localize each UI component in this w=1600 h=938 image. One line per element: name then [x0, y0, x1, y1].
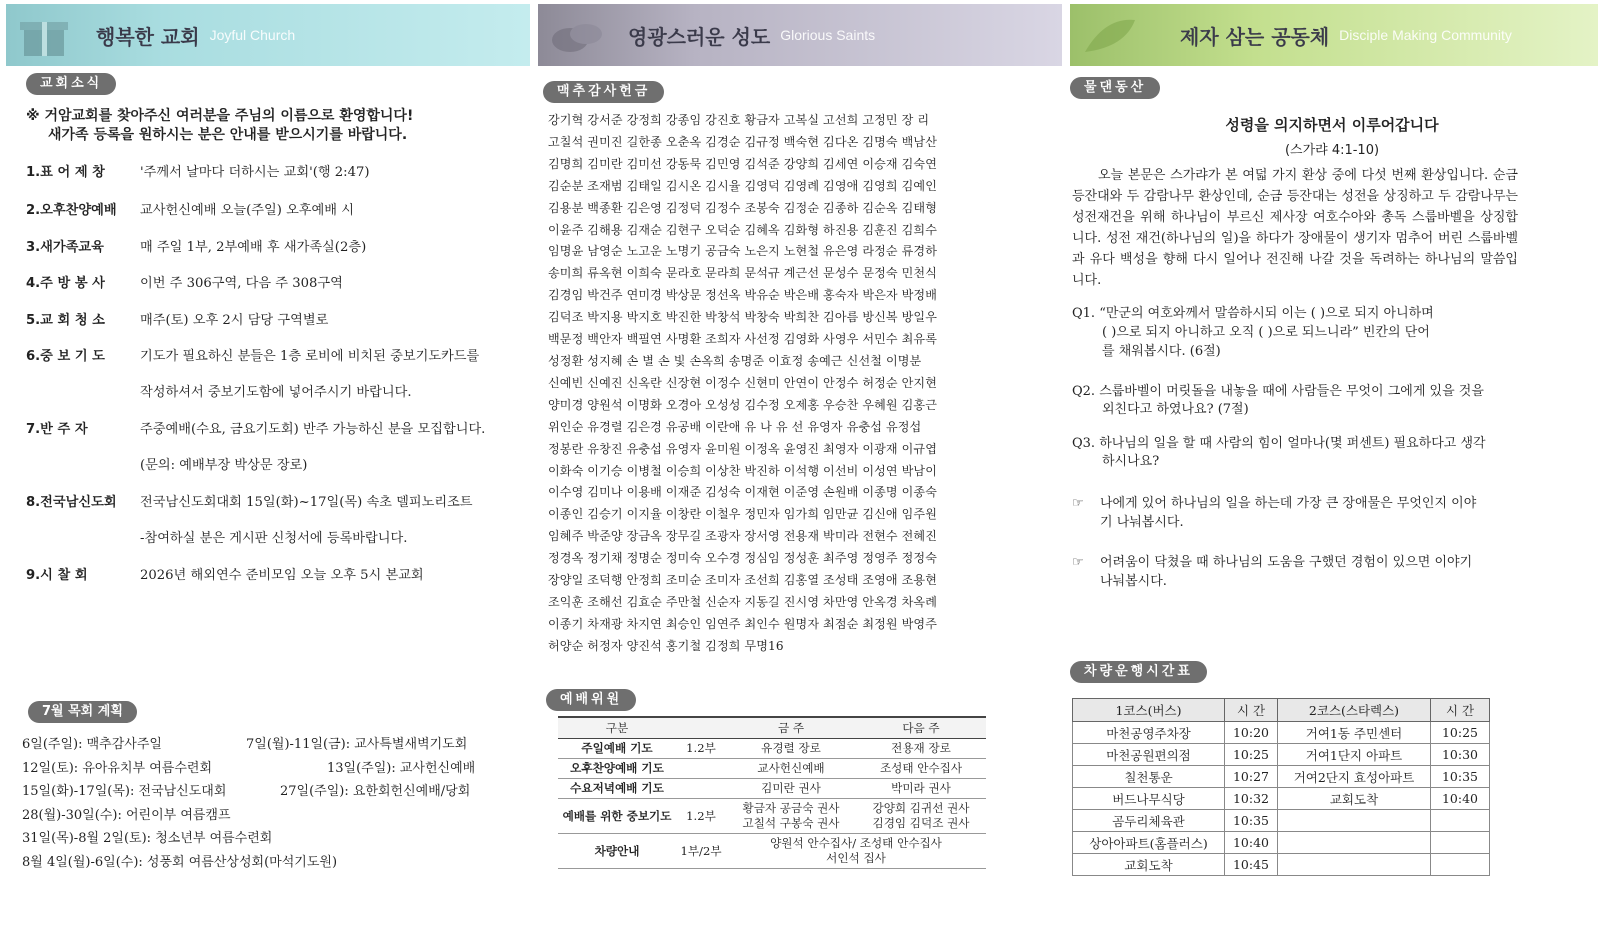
news-item-text: -참여하실 분은 게시판 신청서에 등록바랍니다. — [140, 531, 408, 546]
committee-cell: 수요저녁예배 기도 — [558, 779, 676, 799]
offering-name-row: 장양일 조덕행 안정희 조미순 조미자 조선희 김홍열 조성태 조영애 조용현 — [548, 573, 937, 588]
offering-name-row: 김경임 박건주 연미경 박상문 정선옥 박유순 박은배 홍숙자 박은자 박정배 — [548, 288, 937, 303]
offering-name-row: 송미희 류옥현 이희숙 문라호 문라희 문석규 계근선 문성수 문정숙 민천식 — [548, 266, 937, 281]
news-pill: 교회소식 — [26, 73, 116, 95]
offering-name-row: 위인순 유경렬 김은경 유공배 이란애 유 나 유 선 유영자 유충섭 유정섭 — [548, 419, 922, 434]
bus-cell — [1431, 832, 1490, 854]
bus-cell: 10:25 — [1431, 722, 1490, 744]
offering-name-row: 조익훈 조해선 김효순 주만철 신순자 지동길 진시영 차만영 안옥경 차옥례 — [548, 594, 937, 609]
gift-icon — [16, 12, 76, 58]
offering-name-row: 이종인 김승기 이지율 이창란 이철우 정민자 임가희 임만균 김신애 임주원 — [548, 507, 937, 522]
bus-cell — [1431, 854, 1490, 876]
news-item-label: 1.표 어 제 창 — [26, 165, 105, 180]
bus-row — [1073, 744, 1490, 766]
committee-cell: 오후찬양예배 기도 — [558, 759, 676, 779]
offering-pill: 맥추감사헌금 — [543, 81, 664, 103]
bus-cell: 10:20 — [1225, 722, 1278, 744]
hands-icon — [548, 12, 608, 58]
bus-cell: 10:25 — [1225, 744, 1278, 766]
news-item-text: 이번 주 306구역, 다음 주 308구역 — [140, 276, 343, 291]
bus-cell: 10:35 — [1431, 766, 1490, 788]
news-item-label: 2.오후찬양예배 — [26, 203, 117, 218]
offering-name-row: 김덕조 박지용 박지호 박진한 박창석 박창숙 박희찬 김아름 방신복 방일우 — [548, 310, 937, 325]
committee-cell: 유경렬 장로 — [726, 739, 856, 759]
plan-entry: 31일(목)-8월 2일(토): 청소년부 여름수련회 — [22, 831, 273, 846]
offering-name-row: 강기혁 강서준 강정희 강종임 강진호 황금자 고복실 고선희 고정민 장 리 — [548, 113, 930, 127]
news-item-label: 8.전국남신도회 — [26, 495, 117, 510]
pointing-hand-icon: ☞ — [1072, 496, 1084, 511]
bus-cell: 거여2단지 효성아파트 — [1278, 766, 1431, 788]
question-1-line-1: Q1. “만군의 여호와께서 말씀하시되 이는 ( )으로 되지 아니하며 — [1072, 306, 1434, 321]
question-3-line-2: 하시나요? — [1102, 454, 1160, 469]
panel-joyful-church: 행복한 교회 Joyful Church 교회소식 ※ 거암교회를 찾아주신 여러분을 주님의 이름으로 환영합니다! 새가족 등록을 원하시는 분은 안내를 받으시기를 바랍니다. 1.표 어 제 창 '주께서 날마다 더하시는 교회'(행 2:47) 2.오후찬양예배 교사헌신예배 오늘(주일) 오후예배 시 3.새가족교육 매 주일 1부, 2부예배 후 새가족실(2층) 4.주 방 봉 사 이번 주 306구역, 다음 주 308구역 5.교 회 청 소 매주(토) 오후 2시 담당 구역별로 6.중 보 기 도 기도가 필요하신 분들은 1층 로비에 비치된 중보기도카드를 작성하셔서 중보기도함에 넣어주시기 바랍니다. 7.반 주 자 주중예배(수요, 금요기도회) 반주 가능하신 분을 모집합니다. (문의: 예배부장 박상문 장로) 8.전국남신도회 전국남신도회대회 15일(화)~17일(목) 속초 델피노리조트 -참여하실 분은 게시판 신청서에 등록바랍니다. 9.시 찰 회 2026년 해외연수 준비모임 오늘 오후 5시 본교회 7월 목회 계획 6일(주일): 맥추감사주일 7일(월)-11일(금): 교사특별새벽기도회 12일(토): 유아유치부 여름수련회 13일(주일): 교사헌신예배 15일(화)-17일(목): 전국남신도대회 27일(주일): 요한회헌신예배/당회 28(월)-30일(수): 어린이부 여름캠프 31일(목)-8월 2일(토): 청소년부 여름수련회 8월 4일(월)-6일(수): 성풍회 여름산상성회(마석기도원) — [0, 0, 532, 938]
committee-cell: 박미라 권사 — [856, 779, 986, 799]
committee-cell: 조성태 안수집사 — [856, 759, 986, 779]
news-item-text: 교사헌신예배 오늘(주일) 오후예배 시 — [140, 203, 354, 218]
committee-row — [558, 834, 986, 869]
committee-cell: 양원석 안수집사/ 조성태 안수집사 서인석 집사 — [726, 834, 986, 869]
offering-name-row: 이종기 차재광 차지연 최승인 임연주 최인수 원명자 최점순 최정원 박영주 — [548, 616, 937, 631]
bus-cell: 거여1동 주민센터 — [1278, 722, 1431, 744]
bus-cell: 10:40 — [1431, 788, 1490, 810]
news-item-text: 전국남신도회대회 15일(화)~17일(목) 속초 델피노리조트 — [140, 495, 473, 510]
bus-cell: 거여1단지 아파트 — [1278, 744, 1431, 766]
welcome-line-1: ※ 거암교회를 찾아주신 여러분을 주님의 이름으로 환영합니다! — [26, 108, 414, 124]
plan-entry: 28(월)-30일(수): 어린이부 여름캠프 — [22, 808, 231, 823]
news-item-label: 6.중 보 기 도 — [26, 349, 105, 364]
committee-header: 구분 — [558, 717, 676, 739]
news-item-text: 매주(토) 오후 2시 담당 구역별로 — [140, 313, 329, 328]
offering-name-row: 정봉란 유창진 유충섭 유영자 윤미원 이정옥 윤영진 최영자 이광재 이규엽 — [548, 441, 937, 456]
bus-cell: 마천공영주차장 — [1073, 722, 1225, 744]
plan-entry: 8월 4일(월)-6일(수): 성풍회 여름산상성회(마석기도원) — [22, 855, 338, 870]
bus-row — [1073, 788, 1490, 810]
news-item-label: 3.새가족교육 — [26, 240, 104, 255]
news-item-label: 7.반 주 자 — [26, 422, 88, 437]
committee-cell — [676, 759, 726, 779]
committee-cell — [676, 779, 726, 799]
news-item-label: 4.주 방 봉 사 — [26, 276, 105, 291]
committee-cell: 강양희 김귀선 권사 김경임 김덕조 권사 — [856, 799, 986, 834]
banner-subtitle: Disciple Making Community — [1339, 27, 1512, 43]
bus-cell: 10:35 — [1225, 810, 1278, 832]
news-item-label: 9.시 찰 회 — [26, 568, 88, 583]
offering-name-row: 이화숙 이기승 이병철 이승희 이상찬 박진하 이석행 이선비 이성연 박남이 — [548, 463, 937, 478]
bus-cell: 10:32 — [1225, 788, 1278, 810]
banner-subtitle: Glorious Saints — [780, 27, 876, 43]
offering-name-row: 김명희 김미란 김미선 강동묵 김민영 김석준 강양희 김세연 이승재 김숙연 — [548, 156, 937, 171]
bus-cell — [1431, 810, 1490, 832]
bus-cell: 10:30 — [1431, 744, 1490, 766]
study-reference: (스가랴 4:1-10) — [1284, 143, 1380, 158]
news-item-text: (문의: 예배부장 박상문 장로) — [140, 458, 308, 473]
committee-cell: 차량안내 — [558, 834, 676, 869]
committee-cell: 교사헌신예배 — [726, 759, 856, 779]
bus-row — [1073, 810, 1490, 832]
pointing-hand-icon: ☞ — [1072, 555, 1084, 570]
bus-cell: 10:45 — [1225, 854, 1278, 876]
bus-cell: 마천공원편의점 — [1073, 744, 1225, 766]
news-item-text: 기도가 필요하신 분들은 1층 로비에 비치된 중보기도카드를 — [140, 349, 480, 364]
study-title: 성령을 의지하면서 이루어갑니다 — [1225, 116, 1439, 134]
offering-name-row: 김순분 조재범 김태일 김시온 김시율 김영덕 김영례 김영애 김영희 김예인 — [548, 178, 937, 193]
bus-cell: 곰두리체육관 — [1073, 810, 1225, 832]
bus-schedule-table — [1072, 698, 1490, 876]
offering-name-row: 양미경 양원석 이명화 오경아 오성성 김수정 오제홍 우승찬 우혜원 김홍근 — [548, 397, 937, 412]
talk-1-line-2: 기 나눠봅시다. — [1100, 515, 1184, 530]
plan-entry: 6일(주일): 맥추감사주일 — [22, 737, 162, 752]
committee-pill: 예배위원 — [546, 689, 636, 711]
committee-row — [558, 799, 986, 834]
bus-header: 시 간 — [1225, 699, 1278, 722]
plan-entry: 15일(화)-17일(목): 전국남신도대회 — [22, 784, 227, 799]
bus-cell: 10:40 — [1225, 832, 1278, 854]
committee-table — [558, 716, 986, 869]
leaf-icon — [1080, 12, 1140, 58]
bus-row — [1073, 832, 1490, 854]
offering-name-row: 김용분 백종환 김은영 김정덕 김정수 조봉숙 김정순 김종하 김순옥 김태형 — [548, 200, 937, 215]
bus-header: 2코스(스타렉스) — [1278, 699, 1431, 722]
banner-disciple-community — [1070, 4, 1598, 66]
committee-header: 다음 주 — [856, 717, 986, 739]
offering-name-row: 백문정 백안자 백필연 사명환 조희자 사선정 김영화 사영우 서민수 최유록 — [548, 332, 937, 347]
plan-entry: 12일(토): 유아유치부 여름수련회 — [22, 761, 213, 776]
plan-pill: 7월 목회 계획 — [28, 701, 137, 723]
committee-row — [558, 739, 986, 759]
study-body: 오늘 본문은 스가랴가 본 여덟 가지 환상 중에 다섯 번째 환상입니다. 순금 등잔대와 두 감람나무 환상인데, 순금 등잔대는 성전을 상징하고 두 감람나무는 성전재건을 위해 하나님이 부르신 제사장 여호수아와 총독 스룹바벨을 상징합니다. 성전 재건(하나님의 일)을 하다가 장애물이 생기자 멈추어 버린 스룹바벨과 유다 백성을 향해 다시 일어나 전진해 나갈 것을 독려하는 하나님의 말씀입니다. — [1072, 168, 1518, 288]
offering-name-row: 고칠석 권미진 길한종 오춘옥 김경순 김규정 백숙현 김다온 김명숙 백남산 — [548, 134, 937, 149]
welcome-line-2: 새가족 등록을 원하시는 분은 안내를 받으시기를 바랍니다. — [48, 127, 408, 143]
banner-glorious-saints — [538, 4, 1062, 66]
talk-2-line-2: 나눠봅시다. — [1100, 574, 1167, 589]
news-item-text: 주중예배(수요, 금요기도회) 반주 가능하신 분을 모집합니다. — [140, 422, 486, 437]
bus-pill: 차량운행시간표 — [1070, 661, 1207, 683]
committee-cell: 주일예배 기도 — [558, 739, 676, 759]
committee-cell: 예배를 위한 중보기도 — [558, 799, 676, 834]
bus-cell: 상아아파트(홈플러스) — [1073, 832, 1225, 854]
study-pill: 물댄동산 — [1070, 77, 1160, 99]
bus-cell: 교회도착 — [1278, 788, 1431, 810]
committee-row — [558, 759, 986, 779]
offering-name-row: 정경옥 정기채 정명순 정미숙 오수경 정심임 정성훈 최주영 정영주 정정숙 — [548, 551, 937, 566]
bus-header: 1코스(버스) — [1073, 699, 1225, 722]
question-2-line-2: 외친다고 하였나요? (7절) — [1102, 402, 1249, 417]
banner-title: 제자 삼는 공동체 — [1180, 24, 1330, 49]
talk-1-line-1: 나에게 있어 하나님의 일을 하는데 가장 큰 장애물은 무엇인지 이야 — [1100, 496, 1477, 511]
committee-cell: 1부/2부 — [676, 834, 726, 869]
bus-row — [1073, 854, 1490, 876]
committee-row — [558, 779, 986, 799]
bus-cell: 10:27 — [1225, 766, 1278, 788]
talk-2-line-1: 어려움이 닥쳤을 때 하나님의 도움을 구했던 경험이 있으면 이야기 — [1100, 555, 1473, 570]
offering-name-row: 이수영 김미나 이용배 이재준 김성숙 이재현 이준영 손원배 이종명 이종숙 — [548, 485, 937, 500]
bus-header: 시 간 — [1431, 699, 1490, 722]
offering-name-row: 허양순 허정자 양진석 홍기철 김정희 무명16 — [548, 638, 784, 653]
bus-cell — [1278, 832, 1431, 854]
news-item-text: '주께서 날마다 더하시는 교회'(행 2:47) — [140, 165, 370, 180]
offering-name-row: 이윤주 김해용 김재순 김현구 오덕순 김혜옥 김화형 하진용 김훈진 김희수 — [548, 222, 937, 237]
committee-header: 금 주 — [726, 717, 856, 739]
bus-cell: 버드나무식당 — [1073, 788, 1225, 810]
committee-cell: 1.2부 — [676, 739, 726, 759]
question-1-line-3: 를 채워봅시다. (6절) — [1102, 344, 1221, 359]
news-item-text: 2026년 해외연수 준비모임 오늘 오후 5시 본교회 — [140, 568, 424, 583]
committee-cell: 전용재 장로 — [856, 739, 986, 759]
banner-title: 행복한 교회 — [96, 24, 200, 49]
banner-title: 영광스러운 성도 — [628, 24, 771, 49]
offering-name-row: 임명윤 남영순 노고운 노명기 공금숙 노은지 노현철 유은영 라정순 류경하 — [548, 244, 937, 259]
news-item-text: 작성하셔서 중보기도함에 넣어주시기 바랍니다. — [140, 385, 412, 400]
bus-cell — [1278, 854, 1431, 876]
offering-name-row: 임혜주 박준양 장금옥 장무길 조광자 장서영 전용재 박미라 전현수 전혜진 — [548, 529, 937, 544]
offering-name-row: 신예빈 신예진 신옥란 신장현 이정수 신현미 안연이 안정수 허정순 안지현 — [548, 375, 937, 390]
offering-names — [548, 110, 968, 658]
offering-name-row: 성정환 성지혜 손 별 손 빛 손옥희 송명준 이효정 송예근 신선철 이명분 — [548, 353, 922, 368]
bus-cell: 칠천통운 — [1073, 766, 1225, 788]
banner-subtitle: Joyful Church — [209, 27, 296, 43]
bus-row — [1073, 722, 1490, 744]
bus-cell — [1278, 810, 1431, 832]
news-item-text: 매 주일 1부, 2부예배 후 새가족실(2층) — [140, 240, 367, 255]
committee-cell: 1.2부 — [676, 799, 726, 834]
committee-cell: 황금자 공금숙 권사 고칠석 구봉숙 권사 — [726, 799, 856, 834]
bus-cell: 교회도착 — [1073, 854, 1225, 876]
question-1-line-2: ( )으로 되지 아니하고 오직 ( )으로 되느니라” 빈칸의 단어 — [1102, 325, 1430, 340]
question-2-line-1: Q2. 스룹바벨이 머릿돌을 내놓을 때에 사람들은 무엇이 그에게 있을 것을 — [1072, 384, 1484, 399]
committee-cell: 김미란 권사 — [726, 779, 856, 799]
question-3-line-1: Q3. 하나님의 일을 할 때 사람의 힘이 얼마나(몇 퍼센트) 필요하다고 생각 — [1072, 436, 1486, 451]
bus-row — [1073, 766, 1490, 788]
news-item-label: 5.교 회 청 소 — [26, 313, 105, 328]
committee-header — [676, 717, 726, 739]
banner-joyful-church — [6, 4, 530, 66]
